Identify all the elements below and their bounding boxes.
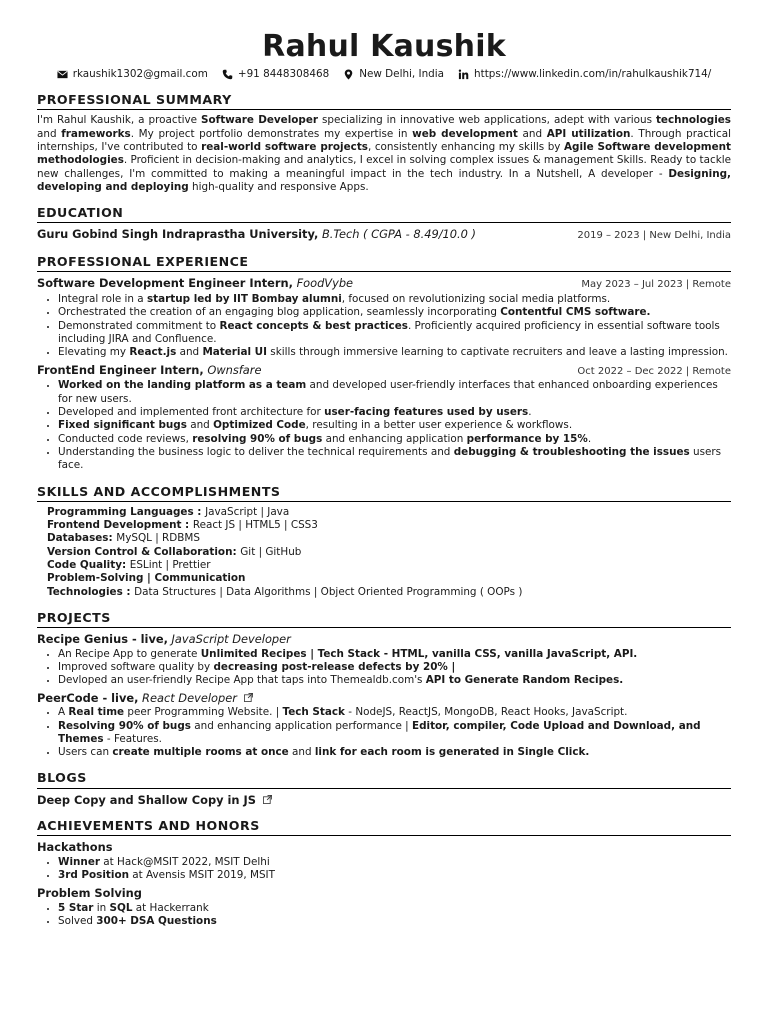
linkedin-icon xyxy=(458,69,469,80)
achievement-bullets xyxy=(37,902,731,929)
text-run: and enhancing application xyxy=(322,432,467,445)
experience-section xyxy=(37,254,731,472)
bold-text: startup led by IIT Bombay alumni xyxy=(146,293,342,306)
skill-label: Code Quality: xyxy=(47,559,130,572)
skill-label: Databases: xyxy=(47,532,117,545)
bold-text: API utilization xyxy=(546,127,631,140)
summary-section xyxy=(37,92,731,194)
contact-email[interactable]: rkaushik1302@gmail.com xyxy=(57,68,208,81)
list-item xyxy=(58,293,731,306)
contact-location: New Delhi, India xyxy=(343,68,444,81)
project-name: Recipe Genius - live, xyxy=(37,632,168,647)
contact-phone[interactable]: +91 8448308468 xyxy=(222,68,329,81)
bold-text: SQL xyxy=(109,902,133,915)
bold-text: frameworks xyxy=(61,127,131,140)
project-bullets xyxy=(37,648,731,688)
text-run: Orchestrated the creation of an engaging blog application, seamlessly incorporating xyxy=(58,306,501,319)
bold-text: Real time xyxy=(68,706,125,719)
job-bullets xyxy=(37,379,731,472)
project-title xyxy=(37,632,731,647)
education-meta: 2019 – 2023 | New Delhi, India xyxy=(577,230,731,242)
text-run: Conducted code reviews, xyxy=(58,432,193,445)
skill-row xyxy=(47,572,731,585)
section-title: SKILLS AND ACCOMPLISHMENTS xyxy=(37,484,731,502)
text-run: peer Programming Website. | xyxy=(124,706,283,719)
list-item xyxy=(58,419,731,432)
skill-row xyxy=(47,586,731,599)
text-run: . Through practical internships, I've contributed to xyxy=(37,127,732,154)
contact-linkedin[interactable]: https://www.linkedin.com/in/rahulkaushik714/ xyxy=(458,68,711,81)
skills-section xyxy=(37,484,731,599)
project-role: React Developer xyxy=(138,690,237,705)
list-item xyxy=(58,856,731,869)
text-run: Developed and implemented front architecture for xyxy=(58,406,325,419)
text-run: in xyxy=(93,902,110,915)
blog-title[interactable]: Deep Copy and Shallow Copy in JS xyxy=(37,792,256,807)
bold-text: debugging & troubleshooting the issues xyxy=(453,446,690,459)
job-bullets xyxy=(37,293,731,360)
bold-text: performance by 15% xyxy=(466,432,588,445)
text-run: high-quality and responsive Apps. xyxy=(188,180,369,193)
list-item xyxy=(58,869,731,882)
achievement-groups xyxy=(37,840,731,928)
job-header xyxy=(37,276,731,292)
achievement-group-title: Problem Solving xyxy=(37,886,142,901)
skill-label: Programming Languages : xyxy=(47,505,206,518)
job-title xyxy=(37,363,261,378)
phone-icon xyxy=(222,69,233,80)
bold-text: user-facing features used by users xyxy=(324,406,529,419)
text-run: , resulting in a better user experience & workflows. xyxy=(305,419,573,432)
section-title: PROJECTS xyxy=(37,610,731,628)
bold-text: Material UI xyxy=(202,346,267,359)
project-heading xyxy=(37,632,291,647)
text-run: - NodeJS, ReactJS, MongoDB, React Hooks, JavaScript. xyxy=(344,706,628,719)
bold-text: 5 Star xyxy=(58,902,94,915)
text-run: . xyxy=(528,406,532,419)
skill-row xyxy=(47,519,731,532)
project-role: JavaScript Developer xyxy=(167,632,291,647)
bold-text: React.js xyxy=(129,346,177,359)
list-item xyxy=(58,661,731,674)
text-run: A xyxy=(58,706,69,719)
education-entry xyxy=(37,227,731,243)
bold-text: Resolving 90% of bugs xyxy=(58,719,191,732)
list-item xyxy=(58,902,731,915)
job-header xyxy=(37,363,731,379)
skill-value: Git | GitHub xyxy=(240,545,302,558)
map-pin-icon xyxy=(343,69,354,80)
text-run: and xyxy=(517,127,547,140)
project-heading xyxy=(37,691,237,706)
text-run: and xyxy=(176,346,203,359)
bold-text: real-world software projects xyxy=(201,141,368,154)
contact-bar xyxy=(37,68,731,81)
list-item xyxy=(58,446,731,473)
list-item xyxy=(58,433,731,446)
skill-row xyxy=(47,532,731,545)
job-meta: May 2023 – Jul 2023 | Remote xyxy=(581,279,731,291)
job-role: FrontEnd Engineer Intern, xyxy=(37,362,204,377)
text-run: - Features. xyxy=(103,732,162,745)
text-run: Users can xyxy=(58,746,113,759)
bold-text: web development xyxy=(412,127,518,140)
bold-text: technologies xyxy=(655,114,731,127)
skill-label: Version Control & Collaboration: xyxy=(47,545,241,558)
bold-text: 3rd Position xyxy=(58,869,129,882)
text-run: . My project portfolio demonstrates my expertise in xyxy=(130,127,413,140)
bold-text: Optimized Code xyxy=(213,419,306,432)
achievement-bullets xyxy=(37,856,731,883)
list-item xyxy=(58,674,731,687)
list-item xyxy=(58,306,731,319)
achievement-group-title: Hackathons xyxy=(37,840,113,855)
skill-row xyxy=(47,506,731,519)
list-item xyxy=(58,720,731,747)
text-run: , focused on revolutionizing social media platforms. xyxy=(341,293,611,306)
text-run: and xyxy=(37,127,62,140)
text-run: specializing in innovative web applications, adept with various xyxy=(318,114,656,127)
school-name: Guru Gobind Singh Indraprastha University, xyxy=(37,227,319,242)
section-title: EDUCATION xyxy=(37,205,731,223)
section-title: BLOGS xyxy=(37,770,731,788)
skill-value: MySQL | RDBMS xyxy=(116,532,200,545)
bold-text: Fixed significant bugs xyxy=(58,419,187,432)
text-run: and xyxy=(288,746,315,759)
external-link-icon[interactable] xyxy=(244,693,253,702)
bold-text: decreasing post-release defects by 20% | xyxy=(213,660,456,673)
degree: B.Tech ( CGPA - 8.49/10.0 ) xyxy=(318,227,476,242)
text-run: at Hack@MSIT 2022, MSIT Delhi xyxy=(100,855,270,868)
text-run: and xyxy=(186,419,214,432)
blogs-section xyxy=(37,770,731,807)
skill-label: Technologies : xyxy=(47,585,135,598)
text-run: , consistently enhancing my skills by xyxy=(367,141,565,154)
skill-label: Frontend Development : xyxy=(47,519,193,532)
section-title: PROFESSIONAL EXPERIENCE xyxy=(37,254,731,272)
text-run: and enhancing application performance | xyxy=(190,719,412,732)
project-list xyxy=(37,632,731,759)
list-item xyxy=(58,915,731,928)
list-item xyxy=(58,648,731,661)
job-company: FoodVybe xyxy=(292,276,354,291)
bold-text: Designing, developing and deploying xyxy=(37,167,731,193)
envelope-icon xyxy=(57,69,68,80)
bold-text: Tech Stack xyxy=(282,706,345,719)
job-list xyxy=(37,276,731,472)
text-run: at Avensis MSIT 2019, MSIT xyxy=(128,869,275,882)
text-run: . Proficiently acquired proficiency in essential software tools including JIRA and Confluence. xyxy=(58,319,720,346)
bold-text: API to Generate Random Recipes. xyxy=(425,674,624,687)
job-meta: Oct 2022 – Dec 2022 | Remote xyxy=(577,365,731,377)
project-title xyxy=(37,691,731,706)
job-company: Ownsfare xyxy=(203,362,262,377)
bold-text: 300+ DSA Questions xyxy=(96,915,217,928)
projects-section xyxy=(37,610,731,759)
project-name: PeerCode - live, xyxy=(37,690,139,705)
list-item xyxy=(58,379,731,406)
blog-list xyxy=(37,793,731,808)
text-run: . Proficient in decision-making and analytics, I excel in solving complex issues & management Skills. Ready to tackle new challenges, I'm committed to making a meaningful impact in the tech industry. In a Nutshell, A developer - xyxy=(37,154,731,180)
text-run: Improved software quality by xyxy=(58,660,214,673)
skill-label: Problem-Solving | Communication xyxy=(47,572,246,585)
project-bullets xyxy=(37,706,731,759)
skill-value: Data Structures | Data Algorithms | Object Oriented Programming ( OOPs ) xyxy=(134,585,523,598)
text-run: at Hackerrank xyxy=(132,902,209,915)
external-link-icon[interactable] xyxy=(263,795,272,804)
text-run: Solved xyxy=(58,915,97,928)
text-run: Understanding the business logic to deliver the technical requirements and xyxy=(58,446,454,459)
job-role: Software Development Engineer Intern, xyxy=(37,276,293,291)
text-run: Elevating my xyxy=(58,346,130,359)
bold-text: Contentful CMS software. xyxy=(500,306,651,319)
bold-text: Unlimited Recipes | Tech Stack - HTML, vanilla CSS, vanilla JavaScript, API. xyxy=(200,647,638,660)
summary-text xyxy=(37,114,731,194)
skill-value: ESLint | Prettier xyxy=(129,559,211,572)
candidate-name: Rahul Kaushik xyxy=(262,29,506,64)
achievements-section xyxy=(37,818,731,929)
bold-text: resolving 90% of bugs xyxy=(192,432,323,445)
list-item xyxy=(58,746,731,759)
skill-value: JavaScript | Java xyxy=(205,505,290,518)
bold-text: Software Developer xyxy=(201,114,319,127)
bold-text: Worked on the landing platform as a team xyxy=(58,379,307,392)
skills-list xyxy=(37,506,731,599)
list-item xyxy=(58,320,731,347)
list-item xyxy=(58,346,731,359)
bold-text: Winner xyxy=(58,855,100,868)
bold-text: React concepts & best practices xyxy=(219,319,408,332)
text-run: skills through immersive learning to captivate recruiters and leave a lasting impression. xyxy=(266,346,728,359)
text-run: . xyxy=(587,432,592,445)
text-run: users face. xyxy=(58,446,722,472)
text-run: and developed user-friendly interfaces that enhanced onboarding experiences for new users. xyxy=(58,379,718,405)
list-item xyxy=(58,706,731,719)
education-section xyxy=(37,205,731,243)
list-item xyxy=(58,406,731,419)
bold-text: Editor, compiler, Code Upload and Download, and Themes xyxy=(58,719,701,745)
text-run: I'm Rahul Kaushik, a proactive xyxy=(37,114,202,127)
text-run: Demonstrated commitment to xyxy=(58,319,220,332)
job-title xyxy=(37,276,353,291)
text-run: Integral role in a xyxy=(58,293,147,306)
section-title: PROFESSIONAL SUMMARY xyxy=(37,92,731,110)
skill-value: React JS | HTML5 | CSS3 xyxy=(192,519,318,532)
blog-entry[interactable] xyxy=(37,793,731,808)
section-title: ACHIEVEMENTS AND HONORS xyxy=(37,818,731,836)
text-run: Devloped an user-friendly Recipe App that taps into Themealdb.com's xyxy=(58,674,426,687)
bold-text: create multiple rooms at once xyxy=(112,746,289,759)
bold-text: link for each room is generated in Single Click. xyxy=(314,746,590,759)
text-run: An Recipe App to generate xyxy=(58,647,201,660)
skill-row xyxy=(47,546,731,559)
bold-text: Agile Software development methodologies xyxy=(37,141,731,167)
skill-row xyxy=(47,559,731,572)
